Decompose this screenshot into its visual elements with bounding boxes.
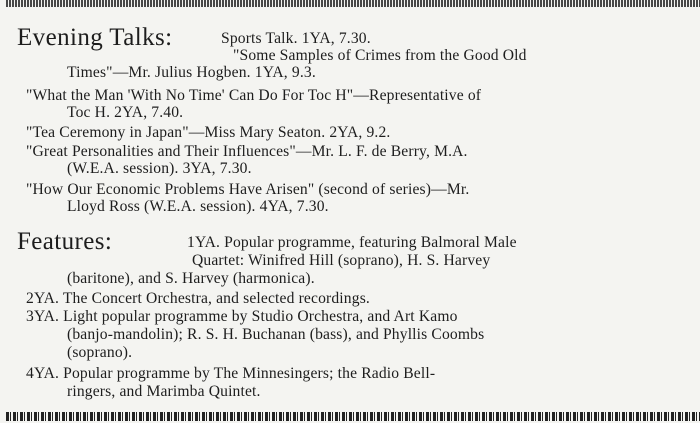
feature-line: 4YA. Popular programme by The Minnesingers; the Radio Bell-: [26, 365, 436, 382]
feature-line: 2YA. The Concert Orchestra, and selected recordings.: [26, 290, 370, 307]
evening-talk-line: "What the Man 'With No Time' Can Do For Toc H"—Representative of: [26, 87, 482, 104]
evening-talk-line: Toc H. 2YA, 7.40.: [67, 104, 184, 121]
feature-line: (banjo-mandolin); R. S. H. Buchanan (bass), and Phyllis Coombs: [67, 326, 485, 343]
feature-line: 1YA. Popular programme, featuring Balmoral Male: [187, 234, 517, 251]
evening-talk-line: Lloyd Ross (W.E.A. session). 4YA, 7.30.: [67, 198, 329, 215]
evening-talk-line: "Tea Ceremony in Japan"—Miss Mary Seaton. 2YA, 9.2.: [26, 124, 391, 141]
feature-line: (soprano).: [67, 344, 133, 361]
evening-talks-heading: Evening Talks:: [17, 24, 173, 51]
top-decorative-rule: [6, 0, 700, 7]
feature-line: 3YA. Light popular programme by Studio Orchestra, and Art Kamo: [26, 308, 458, 325]
feature-line: Quartet: Winifred Hill (soprano), H. S. Harvey: [192, 252, 491, 269]
features-heading: Features:: [17, 228, 113, 255]
bottom-decorative-rule: [6, 412, 700, 421]
evening-talk-line: "How Our Economic Problems Have Arisen" (second of series)—Mr.: [26, 181, 470, 198]
feature-line: (baritone), and S. Harvey (harmonica).: [67, 270, 315, 287]
evening-talk-line: Times"—Mr. Julius Hogben. 1YA, 9.3.: [67, 64, 316, 81]
evening-talk-line: "Some Samples of Crimes from the Good Old: [233, 47, 527, 64]
evening-talk-line: (W.E.A. session). 3YA, 7.30.: [67, 160, 252, 177]
feature-line: ringers, and Marimba Quintet.: [67, 383, 261, 400]
evening-talk-line: Sports Talk. 1YA, 7.30.: [221, 30, 371, 47]
evening-talk-line: "Great Personalities and Their Influences"—Mr. L. F. de Berry, M.A.: [26, 143, 468, 160]
